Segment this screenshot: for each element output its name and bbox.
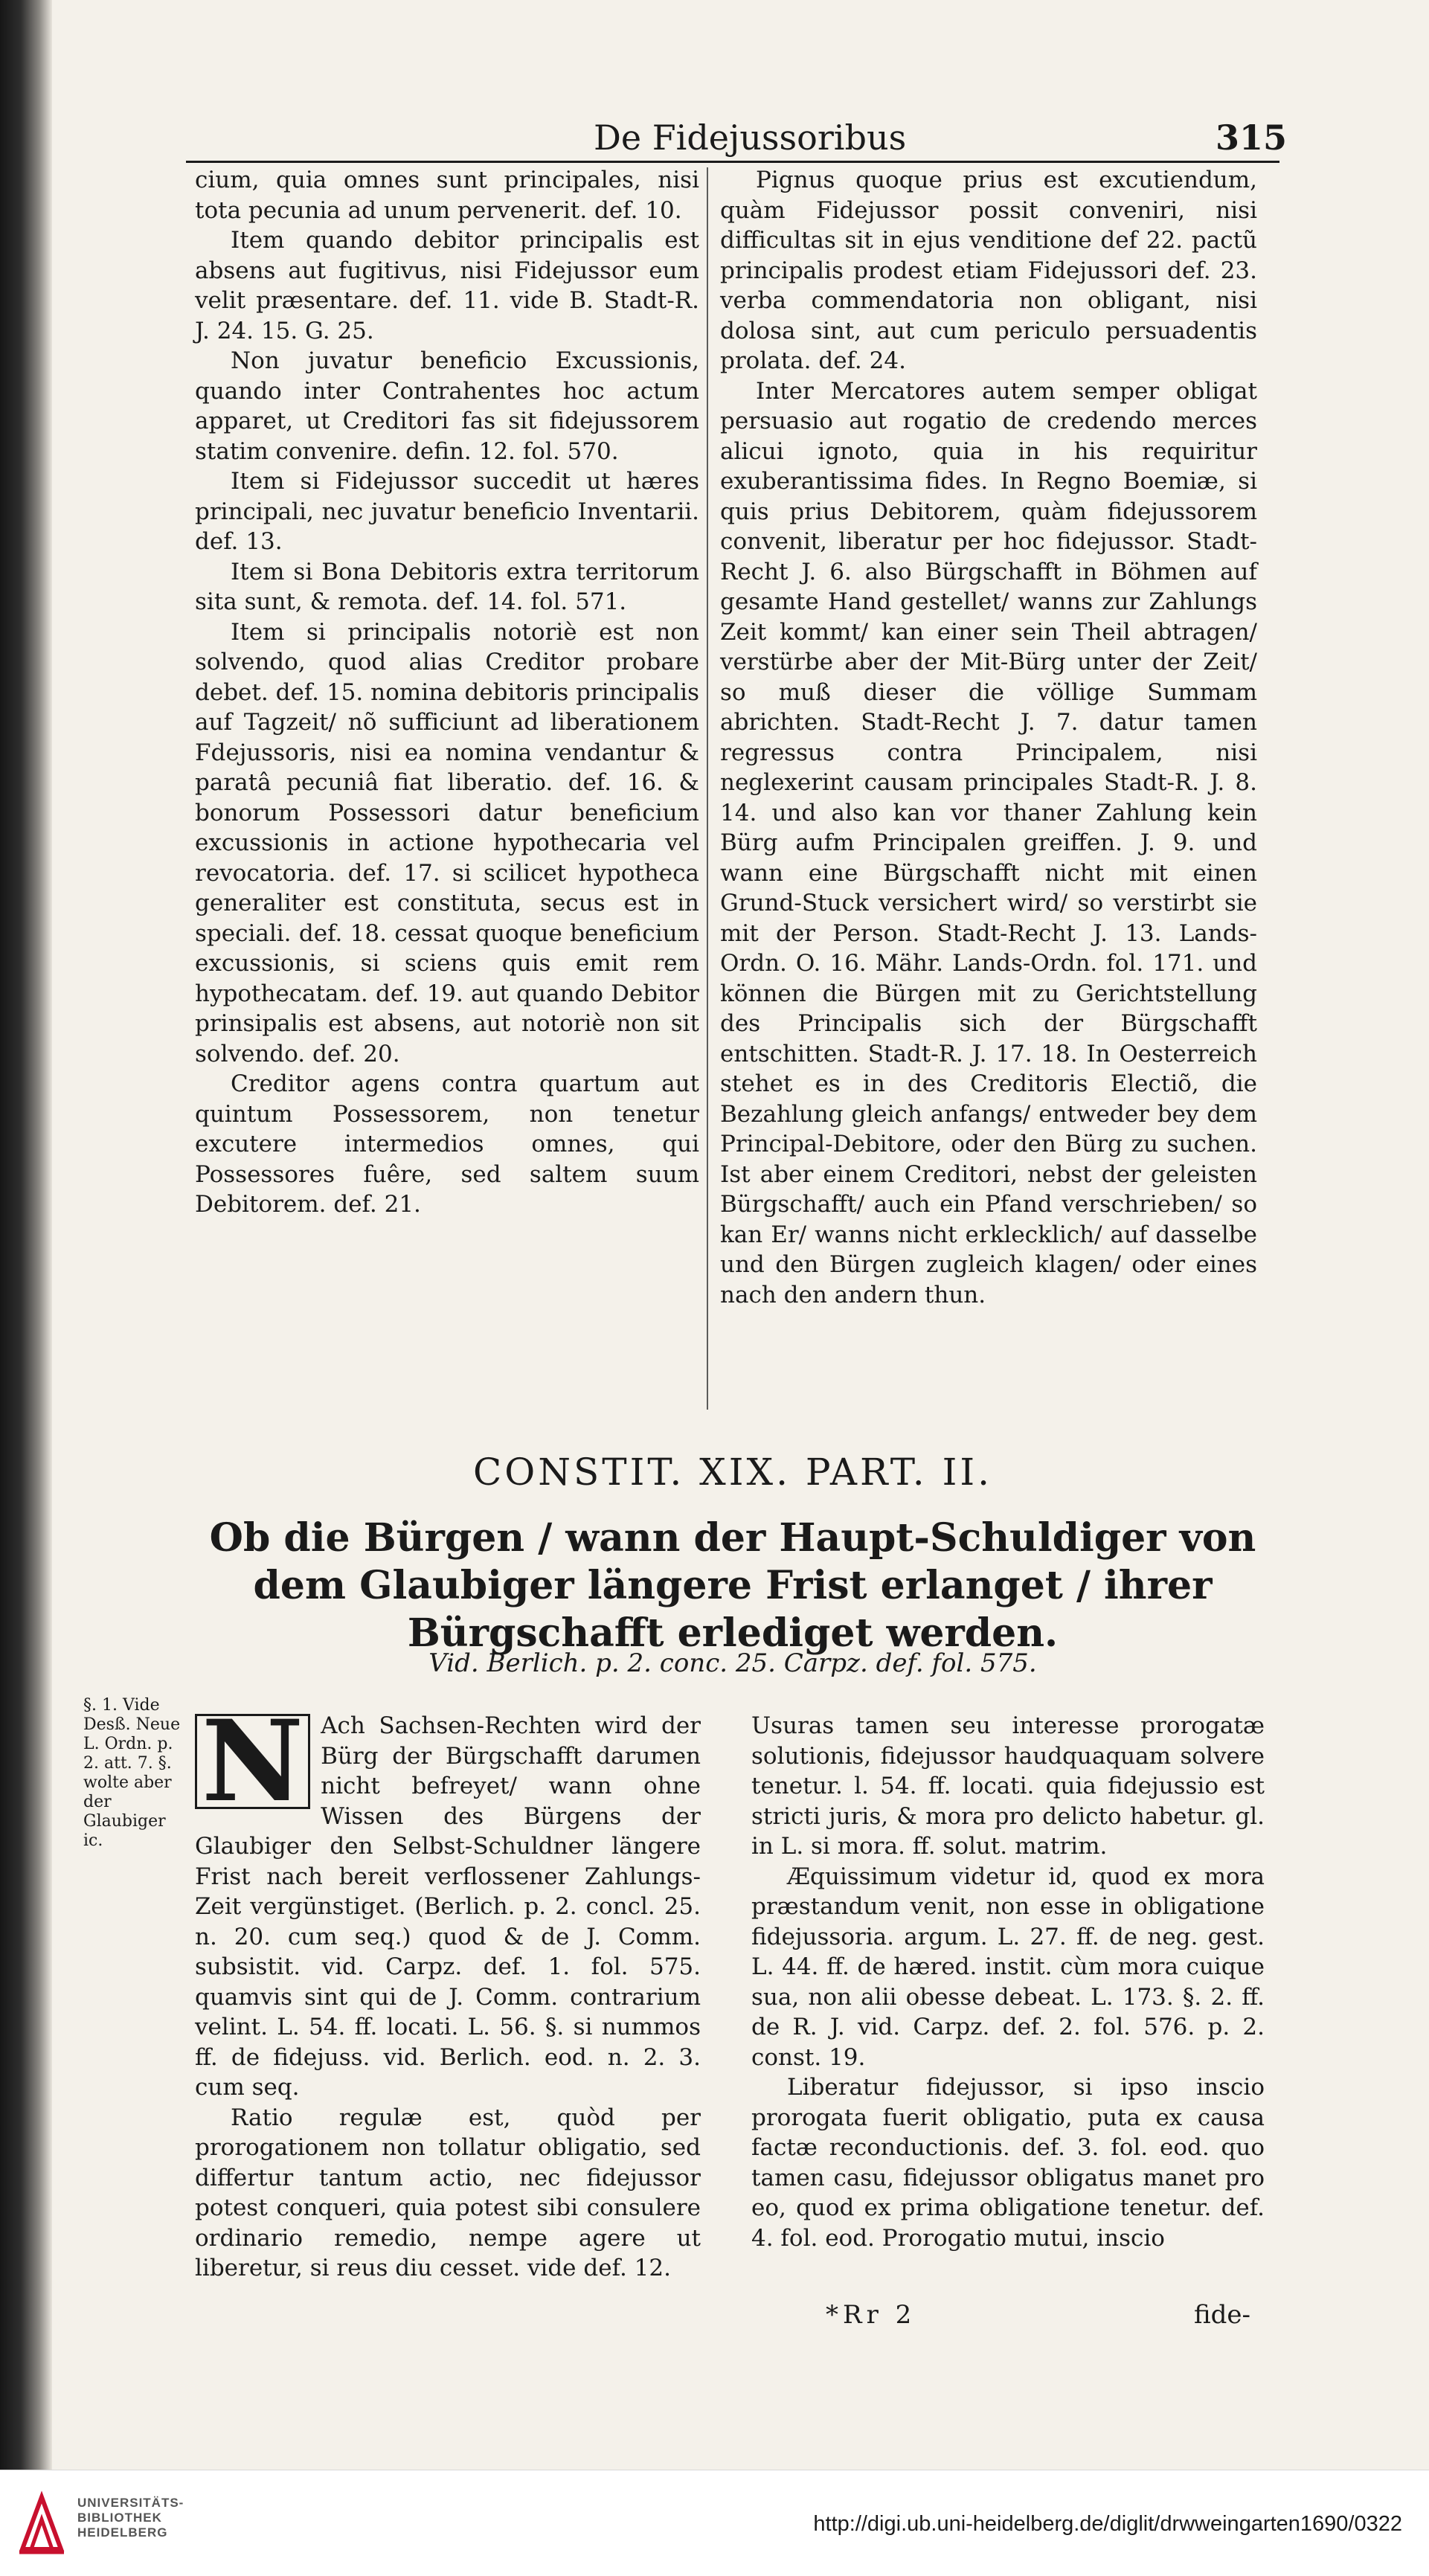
paragraph-text: Ach Sachsen-Rechten wird der Bürg der Bürgschafft darumen nicht befreyet/ wann ohne Wissen des Bürgens der Glaubiger den Selbst-Schuldner längere Frist nach bereit verflossener Zahlungs-Zeit vergünstiget. (Berlich. p. 2. concl. 25. n. 20. cum seq.) quod & de J. Comm. subsistit. vid. Carpz. def. 1. fol. 575. quamvis sint qui de J. Comm. contrarium velint. L. 54. ff. locati. L. 56. §. si nummos ff. de fidejuss. vid. Berlich. eod. n. 2. 3. cum seq. xyxy=(195,1712,701,2101)
paragraph: Usuras tamen seu interesse prorogatæ solutionis, fidejussor haudquaquam solvere tenetur. l. 54. ff. locati. quia fidejussio est stricti juris, & mora pro delicto habetur. gl. in L. si mora. ff. solut. matrim. xyxy=(751,1712,1265,1860)
left-column xyxy=(195,165,699,1220)
column-rule xyxy=(707,167,708,1410)
section-heading: CONSTIT. XIX. PART. II. xyxy=(473,1451,992,1494)
paragraph: Non juvatur beneficio Excussionis, quando inter Contrahentes hoc actum apparet, ut Creditori fas sit fidejussorem statim convenire. defin. 12. fol. 570. xyxy=(195,347,699,465)
section-subtitle: Ob die Bürgen / wann der Haupt-Schuldiger von dem Glaubiger längere Frist erlanget / ihrer Bürgschafft erlediget werden. xyxy=(209,1515,1256,1656)
paragraph: Item quando debitor principalis est absens aut fugitivus, nisi Fidejussor eum velit præsentare. def. 11. vide B. Stadt-R. J. 24. 15. G. 25. xyxy=(195,227,699,344)
section-reference: Vid. Berlich. p. 2. conc. 25. Carpz. def. fol. 575. xyxy=(428,1648,1037,1678)
paragraph: Item si principalis notoriè est non solvendo, quod alias Creditor probare debet. def. 15. nomina debitoris principalis auf Tagzeit/ nõ sufficiunt ad liberationem Fdejussoris, nisi ea nomina vendantur & paratâ pecuniâ fiat liberatio. def. 16. & bonorum Possessori datur beneficium excussionis in actione hypothecaria vel revocatoria. def. 17. si scilicet hypotheca generaliter est constituta, secus est in speciali. def. 18. cessat quoque beneficium excussionis, si sciens quis emit rem hypothecatam. def. 19. aut quando Debitor prinsipalis est absens, aut notoriè non sit solvendo. def. 20. xyxy=(195,618,699,1067)
paragraph: Pignus quoque prius est excutiendum, quàm Fidejussor possit conveniri, nisi difficultas sit in ejus venditione def 22. pactũ principalis prodest etiam Fidejussori def. 23. verba commendatoria non obligant, nisi dolosa sint, aut cum periculo persuadentis prolata. def. 24. xyxy=(720,167,1257,374)
logo-line: UNIVERSITÄTS- xyxy=(77,2496,184,2510)
logo-line: HEIDELBERG xyxy=(77,2525,168,2540)
lower-right-column xyxy=(751,1711,1265,2253)
margin-note: §. 1. Vide Desß. Neue L. Ordn. p. 2. att. 7. §. wolte aber der Glaubiger ic. xyxy=(83,1696,181,1850)
paragraph xyxy=(195,1696,701,2103)
source-url-link[interactable]: http://digi.ub.uni-heidelberg.de/diglit/drwweingarten1690/0322 xyxy=(813,2512,1402,2536)
catchword: fide- xyxy=(1193,2300,1250,2330)
paragraph: Creditor agens contra quartum aut quintum Possessorem, non tenetur excutere intermedios omnes, qui Possessores fuêre, sed saltem suum Debitorem. def. 21. xyxy=(195,1070,699,1218)
paragraph: Liberatur fidejussor, si ipso inscio prorogata fuerit obligatio, puta ex causa factæ reconductionis. def. 3. fol. eod. quo tamen casu, fidejussor obligatus manet pro eo, quod ex prima obligatione tenetur. def. 4. fol. eod. Prorogatio mutui, inscio xyxy=(751,2074,1265,2252)
library-logo-icon xyxy=(16,2490,67,2557)
lower-left-column xyxy=(195,1696,701,2284)
book-gutter-shadow xyxy=(0,0,52,2470)
paragraph: Inter Mercatores autem semper obligat persuasio aut rogatio de credendo merces alicui ignoto, quia in his requiritur exuberantissima fides. In Regno Boemiæ, si quis prius Debitorem, quàm fidejussorem convenit, liberatur per hoc fidejussor. Stadt-Recht J. 6. also Bürgschafft in Böhmen auf gesamte Hand gestellet/ wanns zur Zahlungs Zeit kommt/ kan einer sein Theil abtragen/ verstürbe aber der Mit-Bürg unter der Zeit/ so muß dieser die völlige Summam abrichten. Stadt-Recht J. 7. datur tamen regressus contra Principalem, nisi neglexerint causam principales Stadt-R. J. 8. 14. und also kan vor thaner Zahlung kein Bürg aufm Principalen greiffen. J. 9. und wann eine Bürgschafft nicht mit einen Grund-Stuck versichert wird/ so verstirbt sie mit der Person. Stadt-Recht J. 13. Lands-Ordn. O. 16. Mähr. Lands-Ordn. fol. 171. und können die Bürgen mit zu Gerichtstellung des Principalis sich der Bürgschafft entschitten. Stadt-R. J. 17. 18. In Oesterreich stehet es in des Creditoris Electiõ, die Bezahlung gleich anfangs/ entweder bey dem Principal-Debitore, oder den Bürg zu suchen. Ist aber einem Creditori, nebst der geleisten Bürgschafft/ auch ein Pfand verschrieben/ so kan Er/ wanns nicht erklecklich/ auf dasselbe und den Bürgen zugleich klagen/ oder eines nach den andern thun. xyxy=(720,377,1257,1308)
page-number: 315 xyxy=(1215,118,1287,158)
paragraph: Item si Fidejussor succedit ut hæres principali, nec juvatur beneficio Inventarii. def. 13. xyxy=(195,468,699,555)
paragraph: cium, quia omnes sunt principales, nisi tota pecunia ad unum pervenerit. def. 10. xyxy=(195,167,699,224)
drop-cap: N xyxy=(195,1714,310,1809)
paragraph: Ratio regulæ est, quòd per prorogationem non tollatur obligatio, sed differtur tantum actio, nec fidejussor potest conqueri, quia potest sibi consulere ordinario remedio, nempe agere ut liberetur, si reus diu cesset. vide def. 12. xyxy=(195,2104,701,2281)
running-header xyxy=(186,112,1287,163)
viewer-footer xyxy=(0,2470,1429,2576)
logo-line: BIBLIOTHEK xyxy=(77,2511,162,2525)
paragraph: Æquissimum videtur id, quod ex mora præstandum venit, non esse in obligatione fidejussoria. argum. L. 27. ff. de neg. gest. L. 44. ff. de hæred. instit. cùm mora cuique sua, non alii obesse debeat. L. 173. §. 2. ff. de R. J. vid. Carpz. def. 2. fol. 576. p. 2. const. 19. xyxy=(751,1863,1265,2071)
right-column xyxy=(720,165,1257,1310)
signature-mark: *Rr 2 xyxy=(826,2300,916,2330)
paragraph: Item si Bona Debitoris extra territorum sita sunt, & remota. def. 14. fol. 571. xyxy=(195,558,699,615)
library-logo-text xyxy=(77,2496,184,2540)
running-title: De Fidejussoribus xyxy=(594,118,907,158)
